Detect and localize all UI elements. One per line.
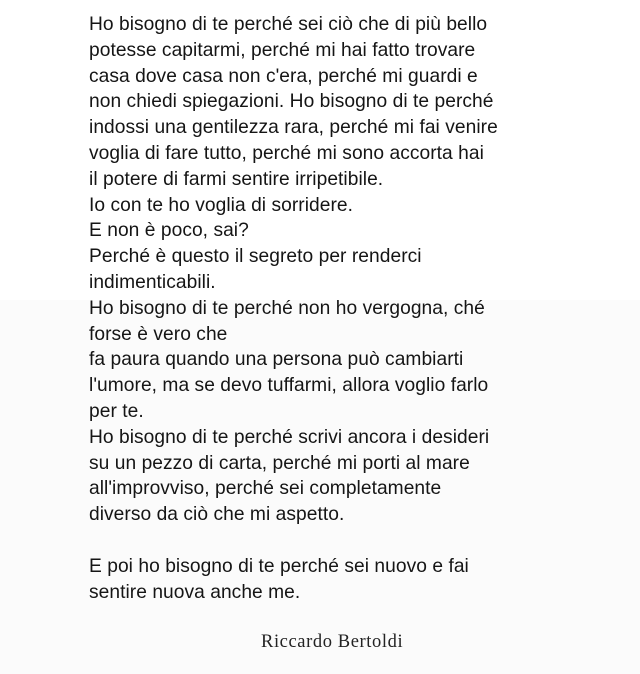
- poem-stanza-break: [89, 528, 569, 554]
- poem-line: Io con te ho voglia di sorridere.: [89, 194, 354, 216]
- poem-line: Ho bisogno di te perché sei ciò che di più bello: [89, 14, 488, 35]
- poem-line: fa paura quando una persona può cambiarti: [89, 349, 464, 371]
- poem-line: il potere di farmi sentire irripetibile.: [89, 168, 384, 190]
- poem-line: forse è vero che: [89, 323, 228, 345]
- poem-line: diverso da ciò che mi aspetto.: [89, 504, 345, 526]
- poem-line: su un pezzo di carta, perché mi porti al mare: [89, 452, 470, 474]
- poem-line: Ho bisogno di te perché non ho vergogna, ché: [89, 297, 485, 319]
- poem-line: potesse capitarmi, perché mi hai fatto trovare: [89, 39, 476, 61]
- poem-line: E poi ho bisogno di te perché sei nuovo e fai: [89, 555, 469, 577]
- poem-line: l'umore, ma se devo tuffarmi, allora voglio farlo: [89, 375, 489, 397]
- poem-line: Perché è questo il segreto per renderci: [89, 246, 422, 268]
- poem-line: indossi una gentilezza rara, perché mi fai venire: [89, 117, 498, 139]
- poem-line: non chiedi spiegazioni. Ho bisogno di te perché: [89, 91, 494, 113]
- poem-line: per te.: [89, 400, 144, 422]
- author-signature: Riccardo Bertoldi: [261, 632, 404, 652]
- poem-text: [89, 12, 569, 605]
- poem-line: Ho bisogno di te perché scrivi ancora i desideri: [89, 426, 490, 448]
- poem-line: sentire nuova anche me.: [89, 581, 301, 603]
- poem-line: indimenticabili.: [89, 271, 216, 293]
- poem-line: voglia di fare tutto, perché mi sono accorta hai: [89, 142, 484, 164]
- poem-line: casa dove casa non c'era, perché mi guardi e: [89, 65, 478, 87]
- poem-line: all'improvviso, perché sei completamente: [89, 478, 442, 500]
- poem-line: E non è poco, sai?: [89, 220, 249, 242]
